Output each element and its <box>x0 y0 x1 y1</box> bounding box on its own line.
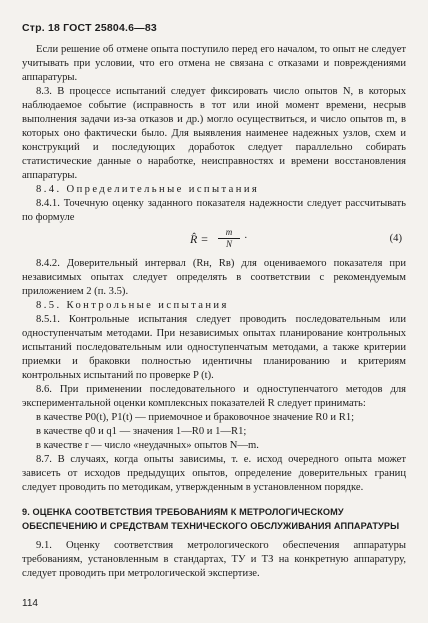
paragraph-8-4-2: 8.4.2. Доверительный интервал (Rн, Rв) для оцениваемого показателя при независимых опытах следует определять в соответствии с рекомендуемым приложением 2 (п. 3.5). <box>22 258 406 297</box>
document-body <box>22 43 406 581</box>
paragraph-8-6-item-3: в качестве r — число «неудачных» опытов N—m. <box>36 440 259 451</box>
paragraph-9-1: 9.1. Оценку соответствия метрологического обеспечения аппаратуры требованиям, установленным в стандартах, ТУ и ТЗ на конкретную аппаратуру, следует проводить при метрологической экспертизе. <box>22 540 406 579</box>
paragraph-8-4-1: 8.4.1. Точечную оценку заданного показателя надежности следует рассчитывать по формуле <box>22 198 406 223</box>
formula-number: (4) <box>389 233 402 244</box>
formula-denominator: N <box>218 238 240 250</box>
paragraph-8-6: 8.6. При применении последовательного и одноступенчатого методов для экспериментальной оценки комплексных показателей R следует принимать: <box>22 384 406 409</box>
subsection-8-5-heading: 8.5. Контрольные испытания <box>36 300 229 311</box>
section-9-title: 9. ОЦЕНКА СООТВЕТСТВИЯ ТРЕБОВАНИЯМ К МЕТРОЛОГИЧЕСКОМУ ОБЕСПЕЧЕНИЮ И СРЕДСТВАМ ТЕХНИЧЕСКОГО ОБСЛУЖИВАНИЯ АППАРАТУРЫ <box>22 507 400 531</box>
paragraph-8-6-item-2: в качестве q0 и q1 — значения 1—R0 и 1—R1; <box>36 426 247 437</box>
subsection-8-4-heading: 8.4. Определительные испытания <box>36 184 260 195</box>
page-number: 114 <box>22 598 38 609</box>
paragraph-8-6-item-1: в качестве P0(t), P1(t) — приемочное и браковочное значение R0 и R1; <box>36 412 355 423</box>
formula-numerator: m <box>225 227 233 237</box>
formula-4 <box>22 227 406 254</box>
page-header: Стр. 18 ГОСТ 25804.6—83 <box>22 22 157 34</box>
paragraph-8-5-1: 8.5.1. Контрольные испытания следует проводить последовательным или одноступенчатым методами. При независимых опытах планирование контрольных испытаний последовательным или одноступенчатым методами, а также критерии приемки и браковки полностью идентичны планированию и критериям контрольных испытаний по проверке P (t). <box>22 314 406 381</box>
formula-trail: · <box>244 233 248 244</box>
paragraph-cancel-note: Если решение об отмене опыта поступило перед его началом, то опыт не следует учитывать при условии, что его отмена не связана с отказами и повреждениями аппаратуры. <box>22 44 406 83</box>
formula-fraction <box>218 227 240 250</box>
formula-lhs: R̂ = <box>190 232 209 246</box>
paragraph-8-7: 8.7. В случаях, когда опыты зависимы, т. е. исход очередного опыта может зависеть от исходов предыдущих опытов, определение доверительных границ следует проводить по методикам, утвержденным в установленном порядке. <box>22 454 406 493</box>
paragraph-8-3: 8.3. В процессе испытаний следует фиксировать число опытов N, в которых наблюдаемое событие (исправность в тот или иной момент времени, несрыв выполнения задачи из-за отказов и др.) могло осуществиться, и число опытов m, в которых оно фактически было. Для выявления наименее надежных узлов, схем и конструкций и последующих доработок следует параллельно собирать статистические данные о наработке, неисправностях и времени восстановления аппаратуры. <box>22 86 406 181</box>
